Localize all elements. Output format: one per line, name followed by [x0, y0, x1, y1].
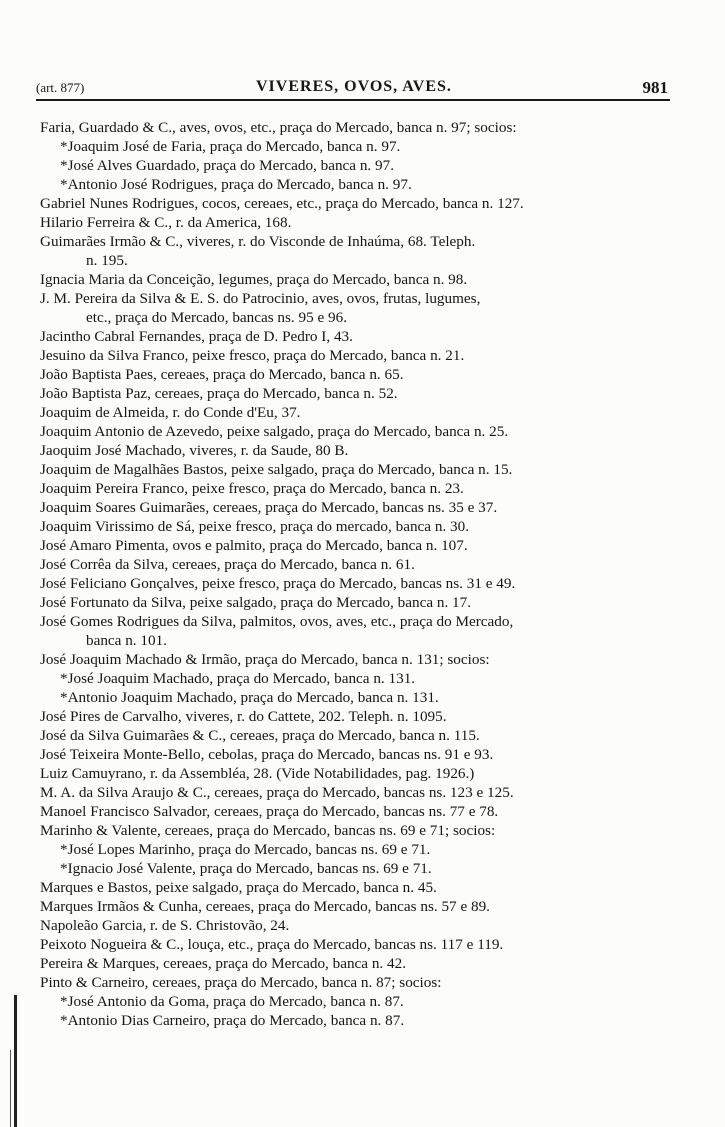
partner-line: *José Alves Guardado, praça do Mercado, banca n. 97. [60, 157, 395, 174]
entry-line: Guimarães Irmão & C., viveres, r. do Visconde de Inhaúma, 68. Teleph. [40, 233, 476, 250]
partner-line: *Joaquim José de Faria, praça do Mercado, banca n. 97. [60, 138, 401, 155]
entry-line: João Baptista Paes, cereaes, praça do Mercado, banca n. 65. [40, 366, 404, 383]
continuation-line: etc., praça do Mercado, bancas ns. 95 e 96. [86, 309, 348, 326]
entry-line: José Gomes Rodrigues da Silva, palmitos, ovos, aves, etc., praça do Mercado, [40, 613, 514, 630]
entry-line: Joaquim de Almeida, r. do Conde d'Eu, 37. [40, 404, 301, 421]
header-rule [36, 99, 670, 101]
entry-line: Gabriel Nunes Rodrigues, cocos, cereaes, etc., praça do Mercado, banca n. 127. [40, 195, 524, 212]
continuation-line: banca n. 101. [86, 632, 167, 649]
partner-line: *José Antonio da Goma, praça do Mercado, banca n. 87. [60, 993, 404, 1010]
entry-line: Joaquim de Magalhães Bastos, peixe salgado, praça do Mercado, banca n. 15. [40, 461, 513, 478]
entry-line: Peixoto Nogueira & C., louça, etc., praça do Mercado, bancas ns. 117 e 119. [40, 936, 504, 953]
entry-line: José Amaro Pimenta, ovos e palmito, praça do Mercado, banca n. 107. [40, 537, 468, 554]
section-title: VIVERES, OVOS, AVES. [256, 78, 452, 95]
entry-line: José Corrêa da Silva, cereaes, praça do Mercado, banca n. 61. [40, 556, 415, 573]
entry-line: José Feliciano Gonçalves, peixe fresco, praça do Mercado, bancas ns. 31 e 49. [40, 575, 516, 592]
entry-line: Joaquim Antonio de Azevedo, peixe salgado, praça do Mercado, banca n. 25. [40, 423, 509, 440]
partner-line: *José Joaquim Machado, praça do Mercado, banca n. 131. [60, 670, 416, 687]
partner-line: *Antonio Dias Carneiro, praça do Mercado, banca n. 87. [60, 1012, 405, 1029]
partner-line: *Antonio José Rodrigues, praça do Mercado, banca n. 97. [60, 176, 412, 193]
entry-line: Joaquim Virissimo de Sá, peixe fresco, praça do mercado, banca n. 30. [40, 518, 469, 535]
margin-binding-mark [10, 1050, 11, 1127]
margin-binding-mark [14, 995, 17, 1127]
entry-line: Ignacia Maria da Conceição, legumes, praça do Mercado, banca n. 98. [40, 271, 468, 288]
partner-line: *Antonio Joaquim Machado, praça do Mercado, banca n. 131. [60, 689, 439, 706]
entry-line: Luiz Camuyrano, r. da Assembléa, 28. (Vide Notabilidades, pag. 1926.) [40, 765, 475, 782]
entry-line: José Teixeira Monte-Bello, cebolas, praça do Mercado, bancas ns. 91 e 93. [40, 746, 494, 763]
entry-line: José Pires de Carvalho, viveres, r. do Cattete, 202. Teleph. n. 1095. [40, 708, 447, 725]
entry-line: Jesuino da Silva Franco, peixe fresco, praça do Mercado, banca n. 21. [40, 347, 465, 364]
partner-line: *José Lopes Marinho, praça do Mercado, bancas ns. 69 e 71. [60, 841, 431, 858]
entry-line: José Joaquim Machado & Irmão, praça do Mercado, banca n. 131; socios: [40, 651, 490, 668]
entry-line: Jaoquim José Machado, viveres, r. da Saude, 80 B. [40, 442, 349, 459]
entry-line: Napoleão Garcia, r. de S. Christovão, 24. [40, 917, 290, 934]
entry-line: Joaquim Pereira Franco, peixe fresco, praça do Mercado, banca n. 23. [40, 480, 464, 497]
entry-line: José da Silva Guimarães & C., cereaes, praça do Mercado, banca n. 115. [40, 727, 480, 744]
continuation-line: n. 195. [86, 252, 128, 269]
page-number: 981 [642, 78, 668, 97]
entry-line: João Baptista Paz, cereaes, praça do Mercado, banca n. 52. [40, 385, 398, 402]
entry-line: Jacintho Cabral Fernandes, praça de D. Pedro I, 43. [40, 328, 353, 345]
entry-line: José Fortunato da Silva, peixe salgado, praça do Mercado, banca n. 17. [40, 594, 472, 611]
entry-line: Hilario Ferreira & C., r. da America, 168. [40, 214, 292, 231]
entry-line: M. A. da Silva Araujo & C., cereaes, praça do Mercado, bancas ns. 123 e 125. [40, 784, 514, 801]
entry-line: Marques e Bastos, peixe salgado, praça do Mercado, banca n. 45. [40, 879, 437, 896]
page-header [36, 78, 668, 98]
partner-line: *Ignacio José Valente, praça do Mercado, bancas ns. 69 e 71. [60, 860, 432, 877]
entry-line: Faria, Guardado & C., aves, ovos, etc., praça do Mercado, banca n. 97; socios: [40, 119, 517, 136]
entry-line: Marinho & Valente, cereaes, praça do Mercado, bancas ns. 69 e 71; socios: [40, 822, 496, 839]
entry-line: Marques Irmãos & Cunha, cereaes, praça do Mercado, bancas ns. 57 e 89. [40, 898, 490, 915]
entry-line: Joaquim Soares Guimarães, cereaes, praça do Mercado, bancas ns. 35 e 37. [40, 499, 498, 516]
entry-line: Manoel Francisco Salvador, cereaes, praça do Mercado, bancas ns. 77 e 78. [40, 803, 499, 820]
entry-line: J. M. Pereira da Silva & E. S. do Patrocinio, aves, ovos, frutas, lugumes, [40, 290, 481, 307]
entry-line: Pereira & Marques, cereaes, praça do Mercado, banca n. 42. [40, 955, 407, 972]
article-reference: (art. 877) [36, 80, 85, 95]
entry-line: Pinto & Carneiro, cereaes, praça do Mercado, banca n. 87; socios: [40, 974, 442, 991]
